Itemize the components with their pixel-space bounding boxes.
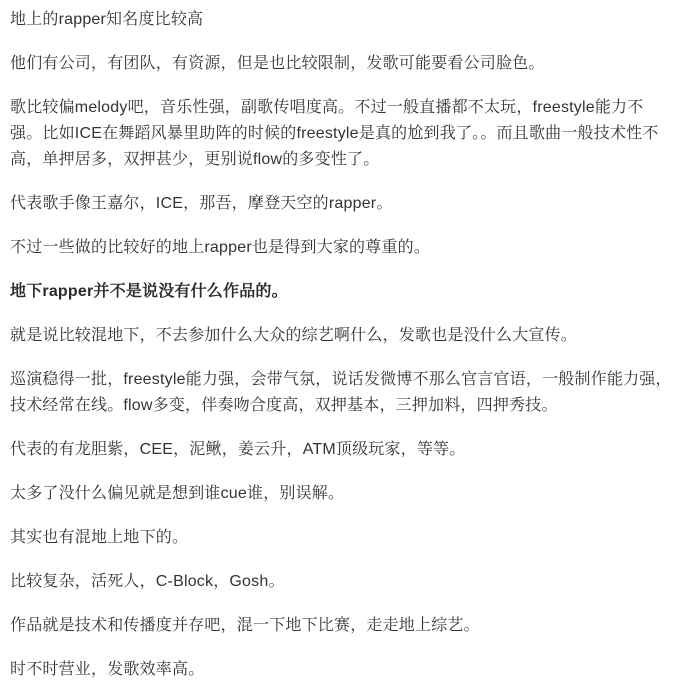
bold-paragraph: 地下rapper并不是说没有什么作品的。	[10, 283, 288, 300]
paragraph: 作品就是技术和传播度并存吧，混一下地下比赛，走走地上综艺。	[10, 617, 480, 634]
paragraph: 巡演稳得一批，freestyle能力强，会带气氛，说话发微博不那么官言官语，一般制作能力强，技术经常在线。flow多变，伴奏吻合度高，双押基本，三押加料，四押秀技。	[10, 371, 672, 414]
paragraph: 他们有公司，有团队，有资源，但是也比较限制，发歌可能要看公司脸色。	[10, 55, 545, 72]
paragraph: 歌比较偏melody吧，音乐性强，副歌传唱度高。不过一般直播都不太玩，freestyle能力不强。比如ICE在舞蹈风暴里助阵的时候的freestyle是真的尬到我了。。而且歌曲一般技术性不高，单押居多，双押甚少，更别说flow的多变性了。	[10, 99, 659, 168]
paragraph: 其实也有混地上地下的。	[10, 529, 189, 546]
paragraph: 不过一些做的比较好的地上rapper也是得到大家的尊重的。	[10, 239, 431, 256]
paragraph: 时不时营业，发歌效率高。	[10, 661, 205, 678]
paragraph: 比较复杂，活死人，C-Block，Gosh。	[10, 573, 285, 590]
paragraph: 代表歌手像王嘉尔，ICE，那吾，摩登天空的rapper。	[10, 195, 393, 212]
paragraph: 代表的有龙胆紫，CEE，泥鳅，姜云升，ATM顶级玩家，等等。	[10, 441, 466, 458]
paragraph: 地上的rapper知名度比较高	[10, 11, 204, 28]
paragraph: 太多了没什么偏见就是想到谁cue谁，别误解。	[10, 485, 345, 502]
paragraph: 就是说比较混地下，不去参加什么大众的综艺啊什么，发歌也是没什么大宣传。	[10, 327, 578, 344]
